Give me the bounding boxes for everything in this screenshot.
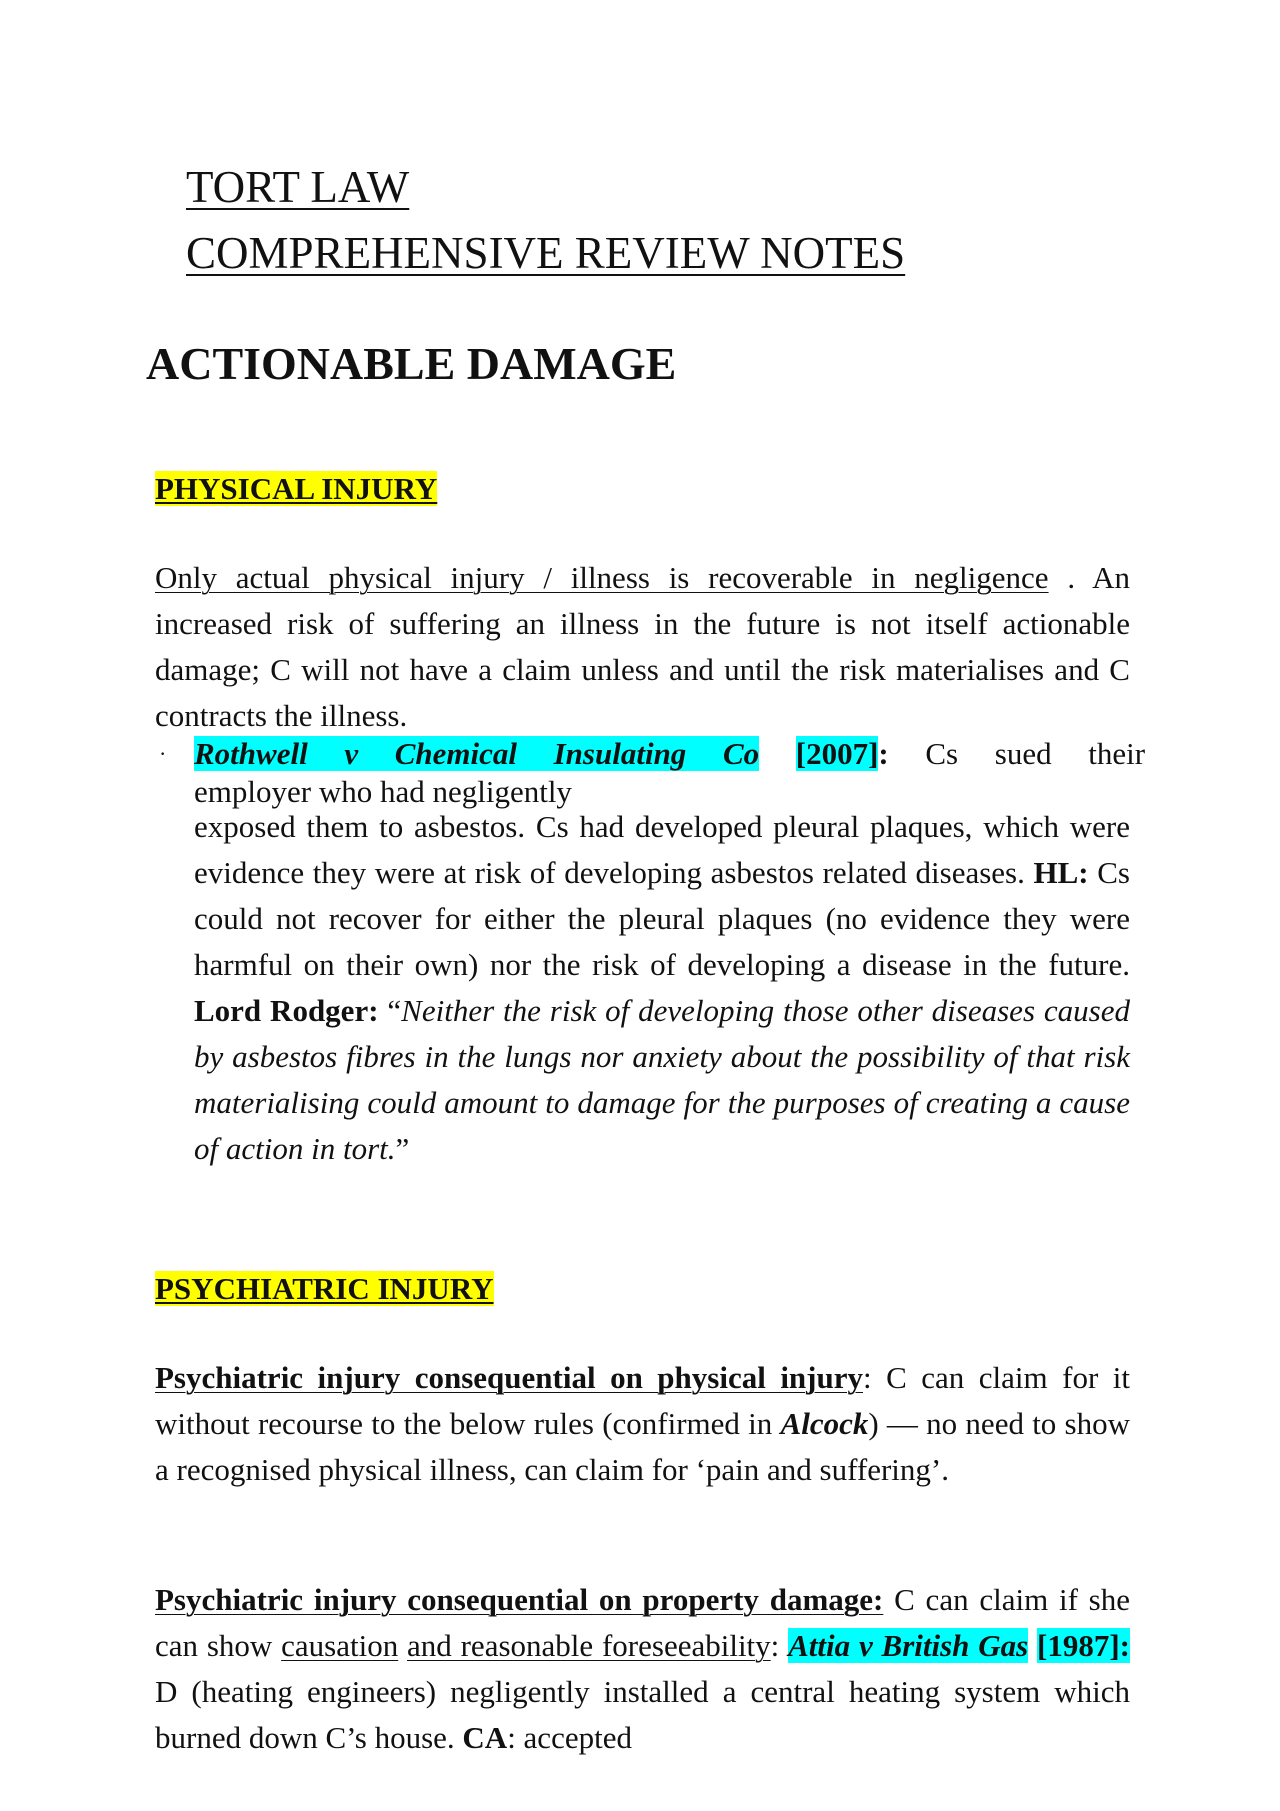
- psychiatric-injury-heading-text: PSYCHIATRIC INJURY: [155, 1271, 494, 1306]
- physical-injury-paragraph: [155, 555, 1130, 739]
- case-colon: :: [878, 736, 889, 771]
- title-line-1: TORT LAW: [186, 162, 410, 212]
- physical-injury-heading-text: PHYSICAL INJURY: [155, 471, 438, 506]
- psych-property-text5: : accepted: [507, 1720, 632, 1755]
- psych-physical-text1: : C can claim for it without recourse to the below rules (confirmed in: [155, 1360, 1130, 1441]
- hl-label: HL:: [1033, 855, 1089, 890]
- space-text: [398, 1628, 407, 1663]
- case-year-rothwell: [2007]: [795, 736, 879, 771]
- rothwell-body: [194, 804, 1130, 1172]
- rothwell-body-mid: Cs could not recover for either the pleural plaques (no evidence they were harmful on their own) nor the risk of developing a disease in the future.: [194, 855, 1130, 982]
- judge-name: Lord Rodger:: [194, 993, 379, 1028]
- psychiatric-physical-paragraph: [155, 1355, 1130, 1493]
- psych-physical-lead: Psychiatric injury consequential on physical injury: [155, 1360, 863, 1395]
- psych-property-lead: Psychiatric injury consequential on property damage:: [155, 1582, 884, 1617]
- rothwell-body-start: exposed them to asbestos. Cs had developed pleural plaques, which were evidence they were at risk of developing asbestos related diseases.: [194, 809, 1130, 890]
- psych-property-text4: D (heating engineers) negligently installed a central heating system which burned down C’s house.: [155, 1674, 1130, 1755]
- psych-property-text3: :: [770, 1628, 789, 1663]
- foreseeability-text: and reasonable foreseeability: [407, 1628, 771, 1663]
- key-principle-text: Only actual physical injury / illness is recoverable in negligence: [155, 560, 1049, 595]
- case-year-attia: [1987]:: [1037, 1628, 1130, 1663]
- bullet-first-line: [194, 736, 1145, 772]
- quote-close: ”: [395, 1131, 410, 1166]
- paragraph-rest: . An increased risk of suffering an illness in the future is not itself actionable damage; C will not have a claim unless and until the risk materialises and C contracts the illness.: [155, 560, 1130, 733]
- physical-injury-heading: [155, 470, 437, 508]
- causation-text: causation: [281, 1628, 399, 1663]
- main-heading: ACTIONABLE DAMAGE: [146, 338, 677, 389]
- psych-physical-text2: ) — no need to show a recognised physical illness, can claim for ‘pain and suffering’.: [155, 1406, 1131, 1487]
- quote-open: “: [378, 993, 402, 1028]
- document-title: [186, 154, 905, 286]
- case-name-rothwell: Rothwell v Chemical Insulating Co: [194, 736, 760, 771]
- bullet-line1-rest: Cs sued their: [888, 736, 1146, 771]
- judicial-quote: Neither the risk of developing those other diseases caused by asbestos fibres in the lungs nor anxiety about the possibility of that risk materialising could amount to damage for the purposes of creating a cause of action in tort.: [194, 993, 1130, 1166]
- bullet-marker: ·: [159, 741, 167, 766]
- bullet-second-line: employer who had negligently: [194, 774, 572, 809]
- case-attia: Attia v British Gas: [788, 1628, 1029, 1663]
- psych-property-text1: C can claim if she can show: [155, 1582, 1130, 1663]
- psychiatric-property-paragraph: [155, 1577, 1130, 1761]
- case-alcock: Alcock: [780, 1406, 869, 1441]
- psychiatric-injury-heading: [155, 1270, 494, 1308]
- title-line-2: COMPREHENSIVE REVIEW NOTES: [186, 228, 906, 278]
- ca-label: CA: [462, 1720, 508, 1755]
